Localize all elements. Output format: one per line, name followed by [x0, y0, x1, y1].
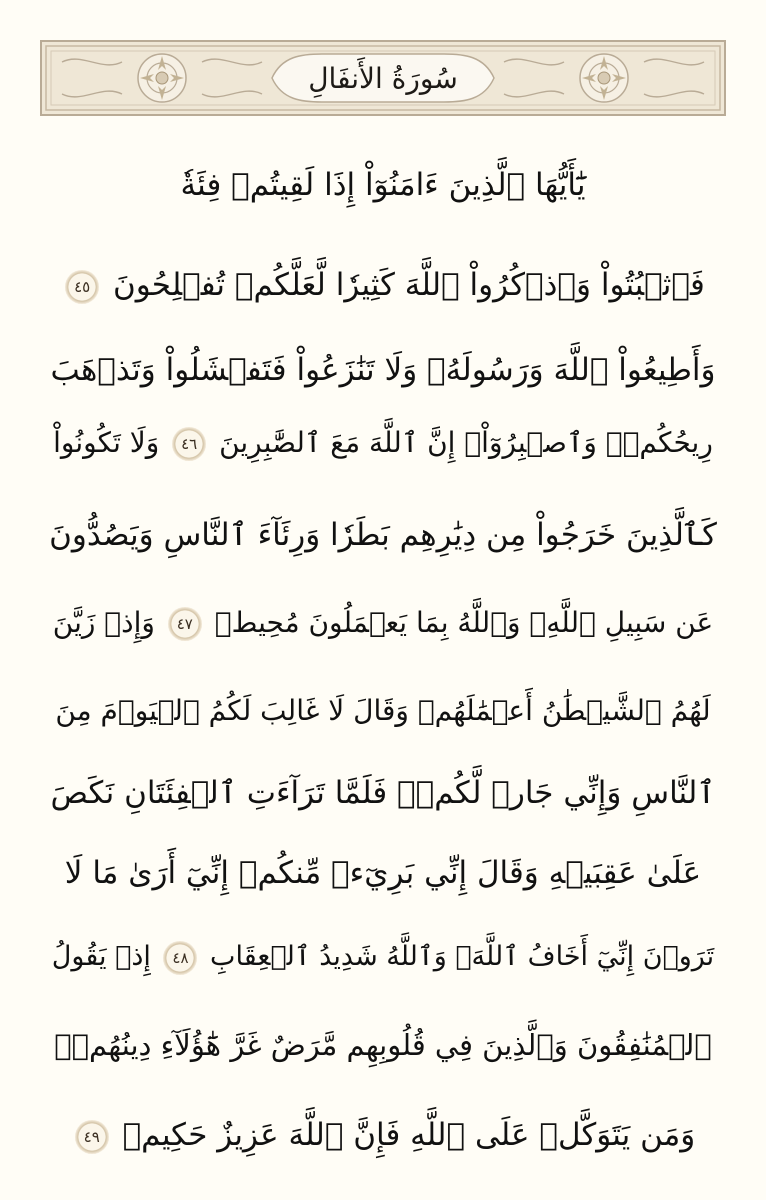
surah-header-frame: [40, 40, 726, 116]
line-text: رِيحُكُمۡۖ وَٱصۡبِرُوٓاْۚ إِنَّ ٱللَّهَ مَعَ ٱلصَّٰبِرِينَ: [219, 426, 713, 459]
text-line-4: [44, 408, 722, 478]
line-text: تَرَوۡنَ إِنِّيٓ أَخَافُ ٱللَّهَۚ وَٱللَّهُ شَدِيدُ ٱلۡعِقَابِ: [210, 941, 715, 972]
text-line-9: [44, 838, 722, 908]
line-text: كَٱلَّذِينَ خَرَجُواْ مِن دِيَٰرِهِم بَطَرٗا وَرِئَآءَ ٱلنَّاسِ وَيَصُدُّونَ: [49, 517, 717, 553]
surah-title: سُورَةُ الأَنفَالِ: [308, 61, 458, 95]
text-line-12: [44, 1100, 722, 1170]
line-text: يَٰٓأَيُّهَا ٱلَّذِينَ ءَامَنُوٓاْ إِذَا لَقِيتُمۡ فِئَةٗ: [180, 167, 586, 203]
right-rosette-icon: [580, 54, 628, 102]
text-line-1: [44, 150, 722, 220]
text-line-7: [44, 676, 722, 746]
text-line-8: [44, 758, 722, 828]
text-line-3: [44, 335, 722, 405]
line-text-continued: وَإِذۡ زَيَّنَ: [52, 606, 155, 639]
line-text-continued: وَلَا تَكُونُواْ: [53, 426, 160, 459]
ayah-number-marker: ٤٩: [75, 1120, 109, 1154]
line-text: عَلَىٰ عَقِبَيۡهِ وَقَالَ إِنِّي بَرِيٓءٞ مِّنكُمۡ إِنِّيٓ أَرَىٰ مَا لَا: [64, 855, 702, 891]
ayah-number-marker: ٤٧: [168, 607, 202, 641]
ayah-number-marker: ٤٦: [172, 427, 206, 461]
line-text: وَأَطِيعُواْ ٱللَّهَ وَرَسُولَهُۥ وَلَا تَنَٰزَعُواْ فَتَفۡشَلُواْ وَتَذۡهَبَ: [50, 352, 716, 388]
line-text: وَمَن يَتَوَكَّلۡ عَلَى ٱللَّهِ فَإِنَّ ٱللَّهَ عَزِيزٌ حَكِيمٞ: [122, 1117, 696, 1153]
line-text: ٱلنَّاسِ وَإِنِّي جَارٞ لَّكُمۡۖ فَلَمَّا تَرَآءَتِ ٱلۡفِئَتَانِ نَكَصَ: [50, 775, 716, 811]
text-line-6: [44, 588, 722, 658]
line-text-continued: إِذۡ يَقُولُ: [51, 941, 151, 972]
left-rosette-icon: [138, 54, 186, 102]
line-text: عَن سَبِيلِ ٱللَّهِۚ وَٱللَّهُ بِمَا يَعۡمَلُونَ مُحِيطٞ: [214, 606, 714, 639]
text-line-10: [44, 922, 722, 992]
text-line-11: [44, 1010, 722, 1080]
line-text: ٱلۡمُنَٰفِقُونَ وَٱلَّذِينَ فِي قُلُوبِهِم مَّرَضٌ غَرَّ هَٰٓؤُلَآءِ دِينُهُمۡۗ: [54, 1028, 712, 1062]
line-text: لَهُمُ ٱلشَّيۡطَٰنُ أَعۡمَٰلَهُمۡ وَقَالَ لَا غَالِبَ لَكُمُ ٱلۡيَوۡمَ مِنَ: [55, 694, 711, 727]
text-line-2: [44, 250, 722, 320]
ayah-number-marker: ٤٨: [163, 941, 197, 975]
ayah-number-marker: ٤٥: [65, 270, 99, 304]
text-line-5: [44, 500, 722, 570]
line-text: فَٱثۡبُتُواْ وَٱذۡكُرُواْ ٱللَّهَ كَثِيرٗا لَّعَلَّكُمۡ تُفۡلِحُونَ: [113, 267, 705, 303]
